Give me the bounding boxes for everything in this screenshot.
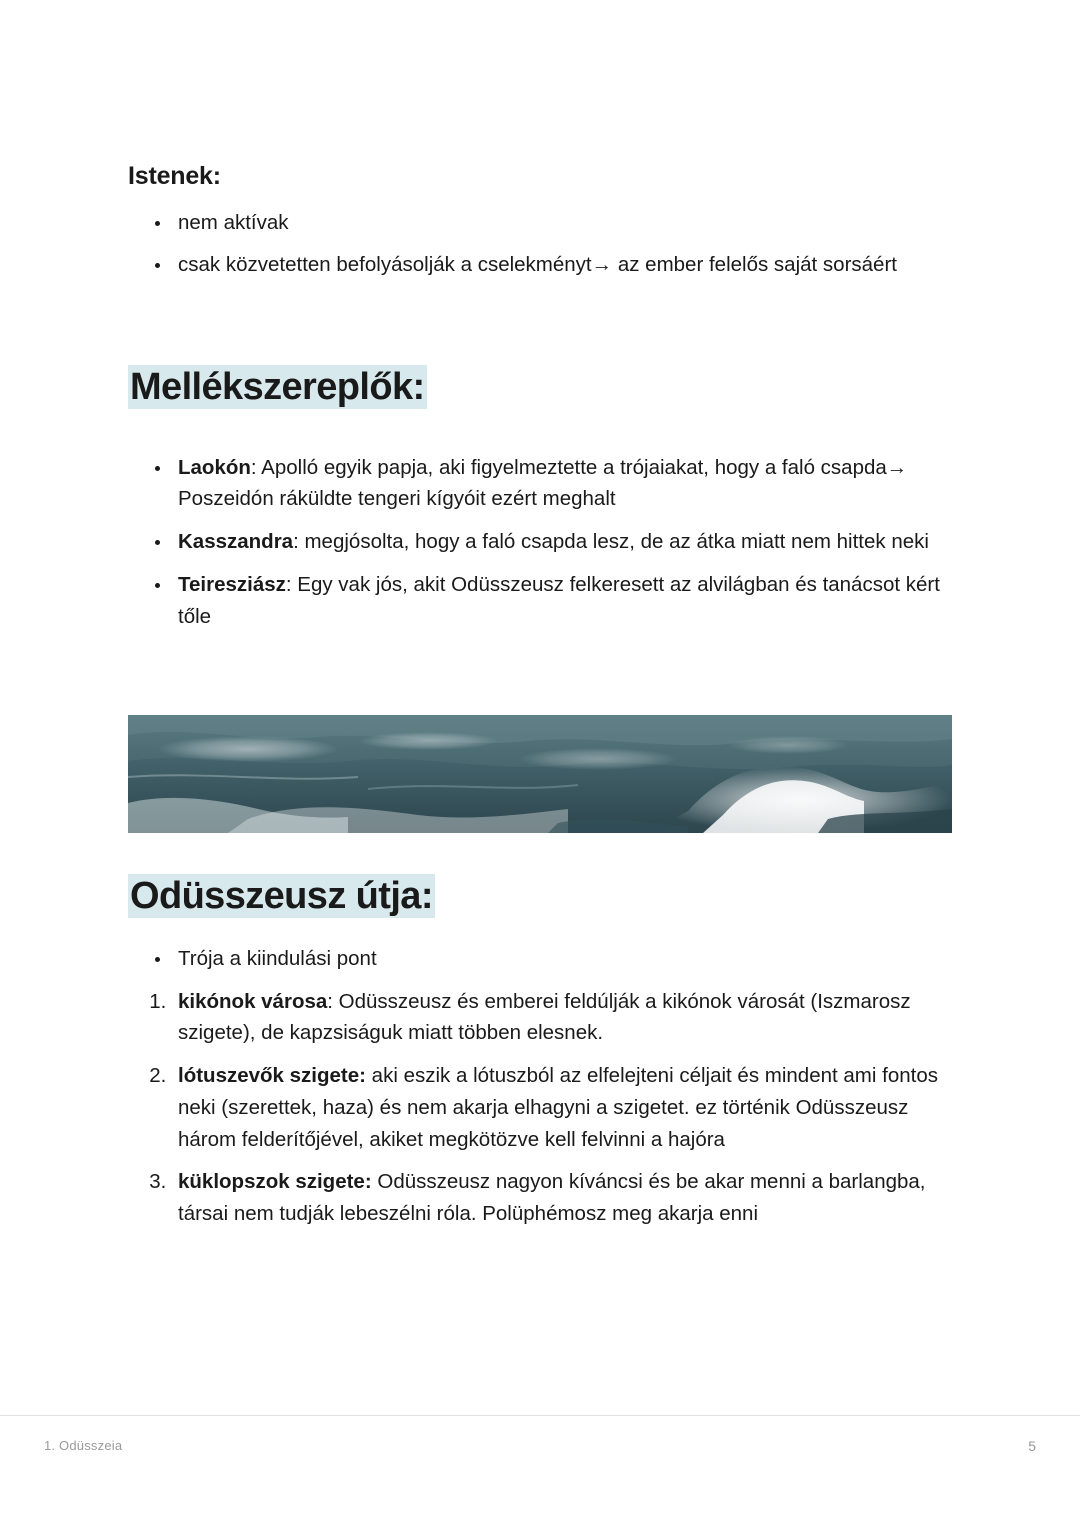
spacer: [128, 833, 952, 873]
footer-document-title: 1. Odüsszeia: [44, 1438, 123, 1453]
list-item-text: Odüsszeusz nagyon kíváncsi és be akar menni a barlangba, társai nem tudják lebeszélni róla. Polüphémosz meg akarja enni: [178, 1170, 926, 1226]
list-item-text: : Odüsszeusz és emberei feldúlják a kikónok városát (Iszmarosz szigete), de kapzsiságuk miatt többen elesnek.: [178, 989, 911, 1045]
document-content: [128, 160, 952, 1241]
heading-istenek: [128, 160, 952, 193]
spacer: [128, 643, 952, 715]
list-item: [172, 986, 952, 1050]
list-item: [172, 569, 952, 633]
sea-waves-illustration: [128, 715, 952, 833]
list-item-text: aki eszik a lótuszból az elfelejteni céljait és mindent ami fontos neki (szerettek, haza) és nem akarja elhagyni a szigetet. ez történik Odüsszeusz három felderítőjével, akiket megkötözve kell felvinni a hajóra: [178, 1064, 938, 1151]
list-item: [172, 526, 952, 558]
list-item: [172, 1166, 952, 1230]
list-item-text: : Apolló egyik papja, aki figyelmeztette a trójaiakat, hogy a faló csapda→ Poszeidón ráküldte tengeri kígyóit ezért meghalt: [178, 455, 908, 511]
heading-mellekszereplok-text: Mellékszereplők:: [130, 366, 425, 409]
list-item-text: : Egy vak jós, akit Odüsszeusz felkeresett az alvilágban és tanácsot kért tőle: [178, 572, 940, 628]
list-item-term: Kasszandra: [178, 530, 294, 554]
list-item-term: lótuszevők szigete:: [178, 1064, 366, 1088]
list-item: [172, 1060, 952, 1155]
list-journey-intro: [128, 943, 952, 975]
heading-mellekszereplok: [128, 364, 952, 412]
list-item: [172, 452, 952, 516]
page-number: 5: [1028, 1438, 1036, 1454]
list-item-term: Laokón: [178, 455, 251, 479]
list-item: • nem aktívak: [172, 207, 952, 239]
sea-waves-image: [128, 715, 952, 833]
list-journey-stations: [128, 986, 952, 1230]
spacer: [128, 292, 952, 364]
spacer: [128, 921, 952, 943]
list-item-text: : megjósolta, hogy a faló csapda lesz, de az átka miatt nem hittek neki: [293, 530, 929, 554]
heading-istenek-text: Istenek:: [128, 162, 221, 190]
list-item: • Trója a kiindulási pont: [172, 943, 952, 975]
spacer: [128, 412, 952, 452]
list-item-term: küklopszok szigete:: [178, 1170, 372, 1194]
list-item-term: Teiresziász: [178, 572, 286, 596]
footer-inner: [0, 1416, 1080, 1476]
heading-odusszeusz-utja-text: Odüsszeusz útja:: [130, 875, 433, 918]
list-mellekszereplok: [128, 452, 952, 633]
list-istenek: [128, 207, 952, 282]
list-item-term: kikónok városa: [178, 989, 328, 1013]
heading-odusszeusz-utja: [128, 873, 952, 921]
list-item: • csak közvetetten befolyásolják a cselekményt→ az ember felelős saját sorsáért: [172, 249, 952, 281]
page-footer: [0, 1415, 1080, 1476]
